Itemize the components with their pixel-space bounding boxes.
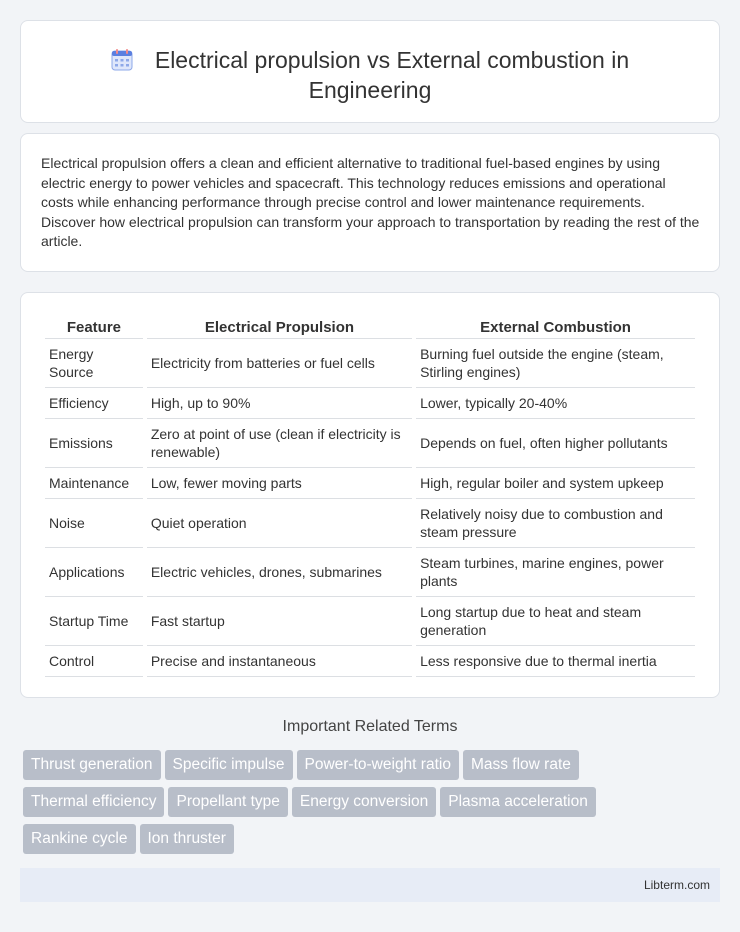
tag-power-to-weight-ratio[interactable]: Power-to-weight ratio xyxy=(297,750,459,780)
cell-feature: Efficiency xyxy=(45,388,143,419)
cell-electrical: Zero at point of use (clean if electricity is renewable) xyxy=(147,419,412,468)
tag-ion-thruster[interactable]: Ion thruster xyxy=(140,824,234,854)
tag-energy-conversion[interactable]: Energy conversion xyxy=(292,787,436,817)
tag-thermal-efficiency[interactable]: Thermal efficiency xyxy=(23,787,164,817)
related-terms-list xyxy=(23,750,643,861)
intro-card xyxy=(20,133,720,272)
tag-rankine-cycle[interactable]: Rankine cycle xyxy=(23,824,136,854)
tag-propellant-type[interactable]: Propellant type xyxy=(168,787,287,817)
cell-electrical: Electric vehicles, drones, submarines xyxy=(147,548,412,597)
comparison-table xyxy=(41,313,699,677)
cell-electrical: Precise and instantaneous xyxy=(147,646,412,677)
cell-external: Less responsive due to thermal inertia xyxy=(416,646,695,677)
cell-external: Burning fuel outside the engine (steam, Stirling engines) xyxy=(416,339,695,388)
table-row xyxy=(45,597,695,646)
table-row xyxy=(45,468,695,499)
related-terms-heading: Important Related Terms xyxy=(282,718,458,735)
cell-external: Long startup due to heat and steam generation xyxy=(416,597,695,646)
tag-mass-flow-rate[interactable]: Mass flow rate xyxy=(463,750,579,780)
cell-feature: Applications xyxy=(45,548,143,597)
footer xyxy=(20,868,720,902)
cell-feature: Control xyxy=(45,646,143,677)
cell-feature: Startup Time xyxy=(45,597,143,646)
tag-specific-impulse[interactable]: Specific impulse xyxy=(165,750,293,780)
intro-paragraph: Electrical propulsion offers a clean and efficient alternative to traditional fuel-based engines by using electric energy to power vehicles and spacecraft. This technology reduces emissions and operational costs while enhancing performance through precise control and lower maintenance requirements. Discover how electrical propulsion can transform your approach to transportation by reading the rest of the article. xyxy=(41,155,700,249)
page-title-wrap xyxy=(21,45,719,105)
table-row xyxy=(45,339,695,388)
cell-electrical: High, up to 90% xyxy=(147,388,412,419)
page-title: Electrical propulsion vs External combustion in Engineering xyxy=(154,47,630,103)
header-feature: Feature xyxy=(45,313,143,339)
cell-external: Steam turbines, marine engines, power plants xyxy=(416,548,695,597)
cell-electrical: Electricity from batteries or fuel cells xyxy=(147,339,412,388)
cell-feature: Maintenance xyxy=(45,468,143,499)
cell-external: Relatively noisy due to combustion and steam pressure xyxy=(416,499,695,548)
cell-feature: Emissions xyxy=(45,419,143,468)
footer-site-link[interactable]: Libterm.com xyxy=(643,878,710,892)
cell-electrical: Quiet operation xyxy=(147,499,412,548)
table-row xyxy=(45,499,695,548)
table-row xyxy=(45,646,695,677)
cell-feature: Energy Source xyxy=(45,339,143,388)
cell-external: Depends on fuel, often higher pollutants xyxy=(416,419,695,468)
table-header-row xyxy=(45,313,695,339)
header-electrical-propulsion: Electrical Propulsion xyxy=(147,313,412,339)
calendar-icon xyxy=(111,49,133,71)
cell-external: Lower, typically 20-40% xyxy=(416,388,695,419)
header-external-combustion: External Combustion xyxy=(416,313,695,339)
cell-electrical: Low, fewer moving parts xyxy=(147,468,412,499)
title-card xyxy=(20,20,720,123)
cell-electrical: Fast startup xyxy=(147,597,412,646)
cell-feature: Noise xyxy=(45,499,143,548)
table-row xyxy=(45,388,695,419)
table-row xyxy=(45,419,695,468)
tag-thrust-generation[interactable]: Thrust generation xyxy=(23,750,161,780)
comparison-card xyxy=(20,292,720,698)
table-row xyxy=(45,548,695,597)
tag-plasma-acceleration[interactable]: Plasma acceleration xyxy=(440,787,596,817)
cell-external: High, regular boiler and system upkeep xyxy=(416,468,695,499)
